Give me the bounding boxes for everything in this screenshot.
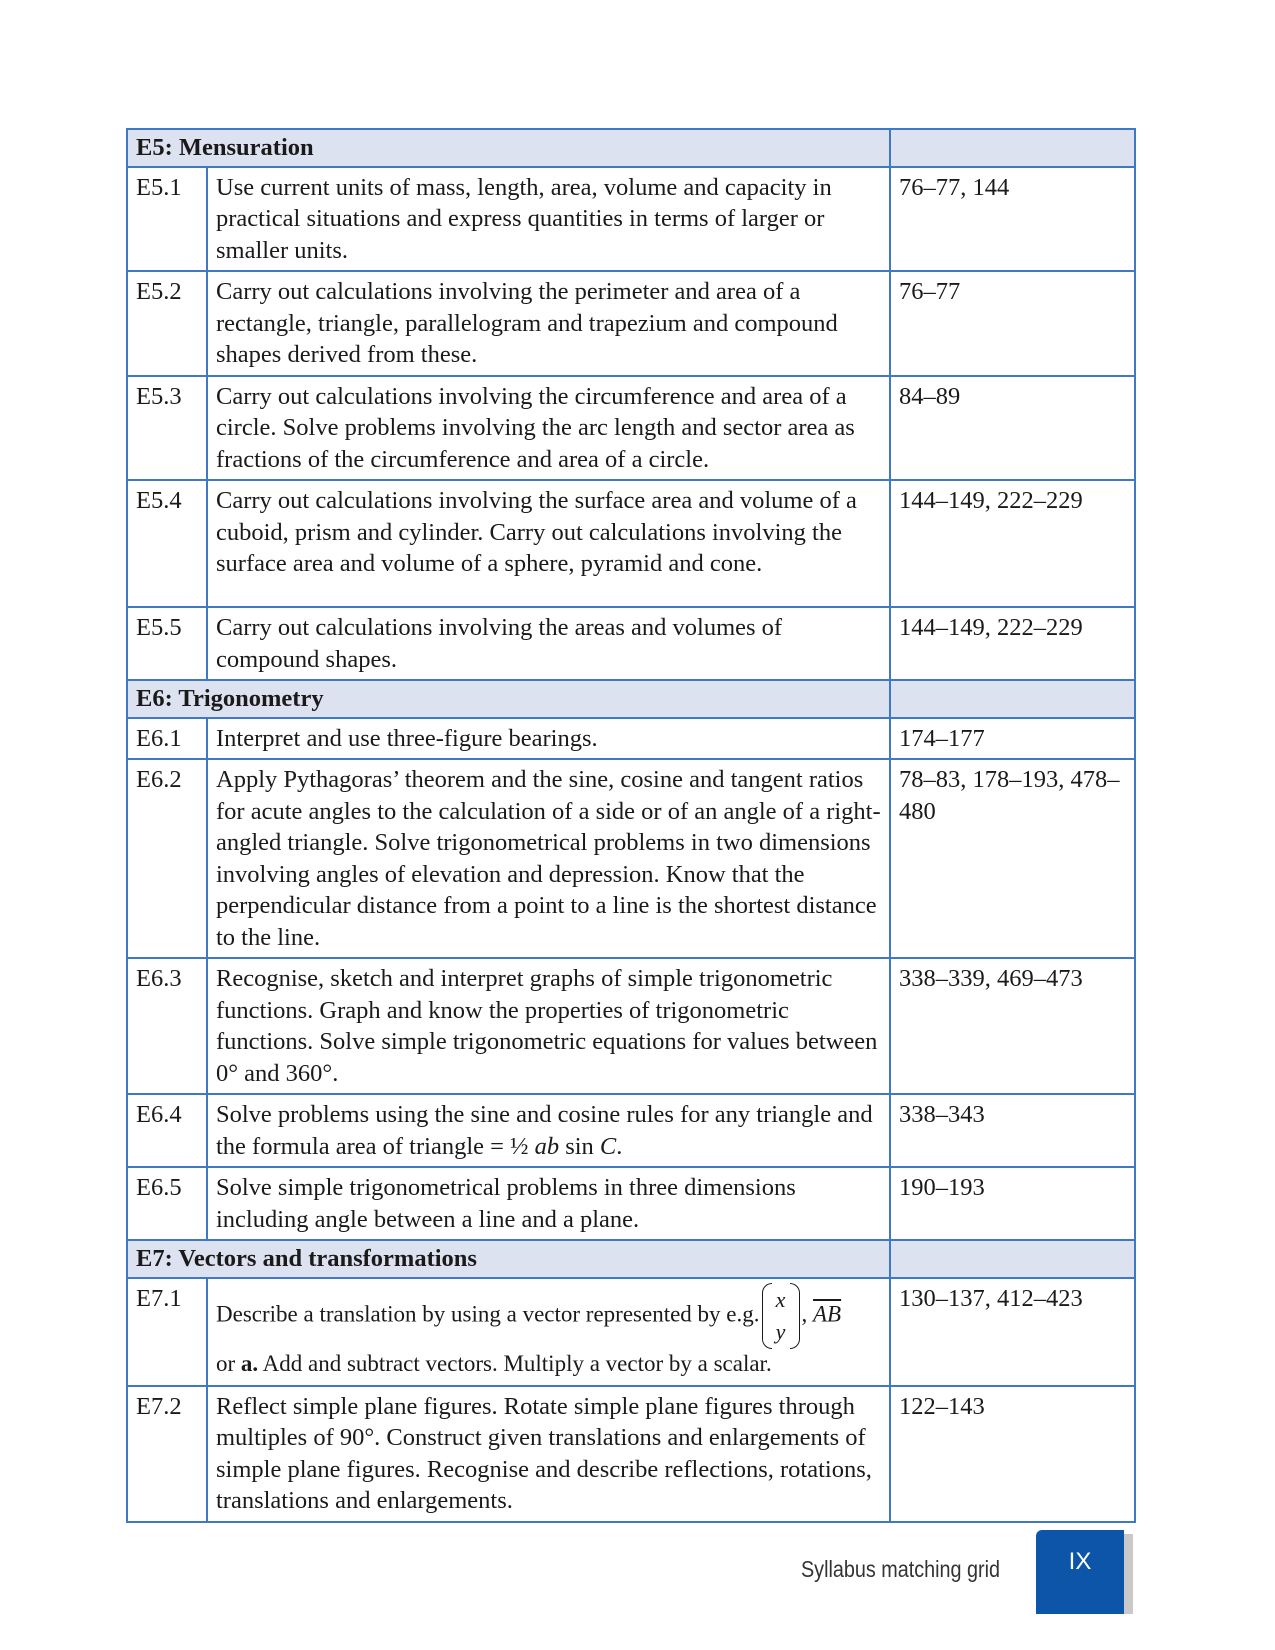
vector-y: y bbox=[775, 1318, 786, 1344]
row-code: E7.1 bbox=[127, 1278, 207, 1386]
row-code: E5.5 bbox=[127, 607, 207, 680]
row-pages: 144–149, 222–229 bbox=[890, 607, 1135, 680]
text-line-2 bbox=[216, 1349, 881, 1379]
row-text: Carry out calculations involving the perimeter and area of a rectangle, triangle, parallelogram and trapezium and compound shapes derived from these. bbox=[207, 271, 890, 376]
row-code: E5.4 bbox=[127, 480, 207, 607]
text-segment: Solve problems using the sine and cosine rules for any triangle and the formula area of triangle = ½ bbox=[216, 1101, 873, 1160]
text-italic-c: C bbox=[599, 1132, 617, 1160]
section-pages-cell bbox=[890, 680, 1135, 718]
table-row bbox=[127, 271, 1135, 376]
row-pages: 190–193 bbox=[890, 1167, 1135, 1240]
section-title: E6: Trigonometry bbox=[127, 680, 890, 718]
section-header-e7 bbox=[127, 1240, 1135, 1278]
section-title: E7: Vectors and transformations bbox=[127, 1240, 890, 1278]
row-text: Reflect simple plane figures. Rotate simple plane figures through multiples of 90°. Construct given translations and enlargements of simple plane figures. Recognise and describe reflections, rotations, translations and enlargements. bbox=[207, 1386, 890, 1522]
row-code: E5.2 bbox=[127, 271, 207, 376]
vector-ab: $\overline{AB}$ bbox=[813, 1300, 842, 1326]
row-code: E5.3 bbox=[127, 376, 207, 481]
section-header-e6 bbox=[127, 680, 1135, 718]
text-segment: or bbox=[216, 1350, 241, 1376]
row-code: E6.5 bbox=[127, 1167, 207, 1240]
row-pages: 130–137, 412–423 bbox=[890, 1278, 1135, 1386]
table-row bbox=[127, 718, 1135, 760]
row-text: Use current units of mass, length, area, volume and capacity in practical situations and express quantities in terms of larger or smaller units. bbox=[207, 167, 890, 272]
text-segment: Describe a translation by using a vector represented by e.g. bbox=[216, 1300, 760, 1326]
row-pages: 78–83, 178–193, 478–480 bbox=[890, 759, 1135, 958]
row-code: E5.1 bbox=[127, 167, 207, 272]
row-code: E7.2 bbox=[127, 1386, 207, 1522]
section-pages-cell bbox=[890, 129, 1135, 167]
text-segment: . bbox=[616, 1132, 623, 1160]
text-segment: Add and subtract vectors. Multiply a vector by a scalar. bbox=[258, 1350, 772, 1376]
text-segment: sin bbox=[559, 1132, 600, 1160]
row-pages: 76–77, 144 bbox=[890, 167, 1135, 272]
row-pages: 338–343 bbox=[890, 1094, 1135, 1167]
row-text bbox=[207, 1094, 890, 1167]
row-pages: 84–89 bbox=[890, 376, 1135, 481]
row-code: E6.3 bbox=[127, 958, 207, 1094]
section-header-e5 bbox=[127, 129, 1135, 167]
row-text bbox=[207, 1278, 890, 1386]
table-row bbox=[127, 376, 1135, 481]
text-segment: , bbox=[801, 1300, 813, 1326]
table-row bbox=[127, 607, 1135, 680]
row-text: Carry out calculations involving the surface area and volume of a cuboid, prism and cylinder. Carry out calculations involving the surface area and volume of a sphere, pyramid and cone. bbox=[207, 480, 890, 607]
section-pages-cell bbox=[890, 1240, 1135, 1278]
table-row bbox=[127, 1094, 1135, 1167]
column-vector bbox=[762, 1283, 800, 1349]
table-row bbox=[127, 958, 1135, 1094]
table-row bbox=[127, 759, 1135, 958]
section-title: E5: Mensuration bbox=[127, 129, 890, 167]
row-pages: 122–143 bbox=[890, 1386, 1135, 1522]
row-text: Carry out calculations involving the circumference and area of a circle. Solve problems involving the arc length and sector area as fractions of the circumference and area of a circle. bbox=[207, 376, 890, 481]
table-row bbox=[127, 480, 1135, 607]
row-pages: 338–339, 469–473 bbox=[890, 958, 1135, 1094]
text-italic-ab: ab bbox=[534, 1132, 560, 1160]
row-code: E6.1 bbox=[127, 718, 207, 760]
table-row bbox=[127, 167, 1135, 272]
table-row bbox=[127, 1278, 1135, 1386]
vector-x: x bbox=[775, 1286, 786, 1312]
text-bold-a: a. bbox=[240, 1350, 259, 1376]
table-row bbox=[127, 1386, 1135, 1522]
vector-line bbox=[216, 1283, 881, 1349]
row-text: Solve simple trigonometrical problems in three dimensions including angle between a line and a plane. bbox=[207, 1167, 890, 1240]
syllabus-grid-table bbox=[126, 128, 1136, 1523]
table-row bbox=[127, 1167, 1135, 1240]
row-pages: 76–77 bbox=[890, 271, 1135, 376]
page-number-tab: IX bbox=[1036, 1530, 1124, 1614]
row-pages: 144–149, 222–229 bbox=[890, 480, 1135, 607]
row-pages: 174–177 bbox=[890, 718, 1135, 760]
row-text: Carry out calculations involving the areas and volumes of compound shapes. bbox=[207, 607, 890, 680]
row-text: Recognise, sketch and interpret graphs of simple trigonometric functions. Graph and know the properties of trigonometric functions. Solve simple trigonometric equations for values between 0° and 360°. bbox=[207, 958, 890, 1094]
row-code: E6.4 bbox=[127, 1094, 207, 1167]
row-text: Apply Pythagoras’ theorem and the sine, cosine and tangent ratios for acute angles to the calculation of a side or of an angle of a right-angled triangle. Solve trigonometrical problems in two dimensions involving angles of elevation and depression. Know that the perpendicular distance from a point to a line is the shortest distance to the line. bbox=[207, 759, 890, 958]
footer-label: Syllabus matching grid bbox=[800, 1556, 1000, 1582]
row-text: Interpret and use three-figure bearings. bbox=[207, 718, 890, 760]
row-code: E6.2 bbox=[127, 759, 207, 958]
